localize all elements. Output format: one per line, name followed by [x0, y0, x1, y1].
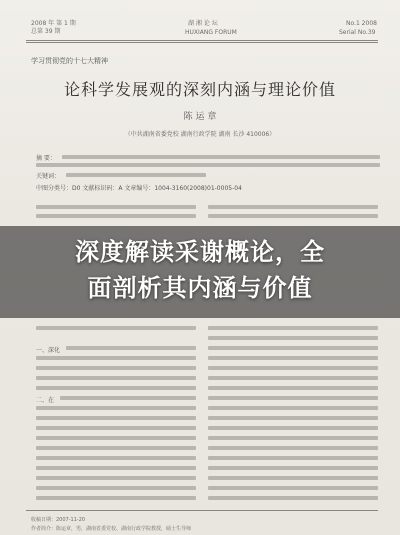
- text-line: [36, 426, 196, 430]
- text-line: [208, 376, 378, 380]
- text-line: [36, 366, 196, 370]
- text-line: [208, 326, 378, 330]
- text-line: [36, 486, 196, 490]
- text-line: [208, 446, 378, 450]
- text-line: [208, 356, 378, 360]
- text-line: [36, 436, 196, 440]
- text-line: [66, 173, 206, 177]
- text-line: [208, 205, 378, 209]
- text-line: [36, 386, 196, 390]
- text-line: [36, 496, 196, 500]
- text-line: [208, 386, 378, 390]
- header-serial: 总第 39 期: [31, 28, 61, 35]
- text-line: [36, 416, 196, 420]
- text-line: [208, 486, 378, 490]
- classification: 中图分类号：D0 文献标识码：A 文章编号：1004-3160(2008)01-0005-04: [36, 185, 242, 192]
- text-line: [36, 476, 196, 480]
- text-line: [36, 466, 196, 470]
- header-issue-en: No.1 2008: [346, 20, 377, 27]
- text-line: [208, 426, 378, 430]
- text-line: [208, 466, 378, 470]
- text-line: [208, 406, 378, 410]
- text-line: [208, 476, 378, 480]
- author-affiliation: （中共湖南省委党校 湖南行政学院 湖南 长沙 410006）: [124, 131, 276, 138]
- text-line: [36, 356, 196, 360]
- text-line: [208, 366, 378, 370]
- header-rule: [26, 40, 378, 41]
- text-line: [62, 155, 380, 159]
- journal-name: 湖 湘 论 坛: [188, 20, 218, 27]
- banner-headline-line1: 深度解读采谢概论，全: [75, 238, 325, 266]
- text-line: [208, 456, 378, 460]
- article-author: 陈 运 章: [183, 112, 217, 122]
- text-line: [208, 436, 378, 440]
- text-line: [208, 416, 378, 420]
- text-line: [60, 396, 196, 400]
- article-title: 论科学发展观的深刻内涵与理论价值: [63, 80, 336, 99]
- text-line: [36, 446, 196, 450]
- text-line: [36, 205, 196, 209]
- abstract-label: 摘 要：: [36, 155, 56, 162]
- text-line: [36, 456, 196, 460]
- text-line: [66, 346, 196, 350]
- header-rule-2: [26, 42, 378, 43]
- text-line: [208, 336, 378, 340]
- text-line: [36, 406, 196, 410]
- text-line: [36, 376, 196, 380]
- header-serial-en: Serial No.39: [339, 29, 376, 36]
- section-heading: 一、深化: [36, 347, 61, 354]
- text-line: [208, 346, 378, 350]
- text-line: [36, 326, 196, 330]
- column-tag: 学习贯彻党的十七大精神: [31, 57, 108, 65]
- text-line: [36, 214, 196, 218]
- footnote-received-date: 收稿日期：2007-11-20: [31, 517, 86, 523]
- banner-headline-line2: 面剖析其内涵与价值: [87, 274, 313, 302]
- journal-name-en: HUXIANG FORUM: [185, 29, 237, 36]
- section-heading: 二、在: [36, 397, 55, 404]
- text-line: [208, 214, 378, 218]
- text-line: [36, 163, 380, 167]
- footnote-author-bio: 作者简介：陈运章，男，湖南省委党校、湖南行政学院教授，硕士生导师: [31, 526, 192, 532]
- footnote-rule: [26, 510, 378, 511]
- header-issue: 2008 年 第 1 期: [31, 20, 76, 27]
- keywords-label: 关键词：: [36, 173, 61, 180]
- text-line: [208, 496, 378, 500]
- text-line: [208, 396, 378, 400]
